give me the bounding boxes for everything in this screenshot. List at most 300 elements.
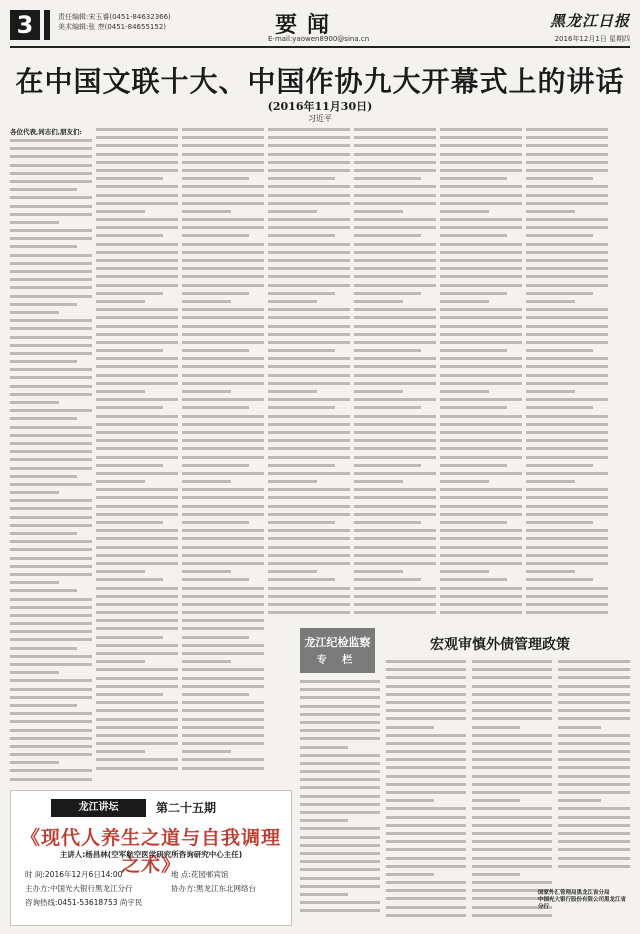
text-line (558, 824, 630, 827)
text-line (440, 546, 522, 549)
text-line (10, 164, 92, 167)
text-line (10, 581, 59, 584)
text-line (268, 292, 335, 295)
text-line (268, 267, 350, 270)
text-line (96, 726, 178, 729)
text-line (354, 398, 436, 401)
text-line (268, 365, 350, 368)
text-line (96, 562, 178, 565)
text-line (472, 775, 552, 778)
text-line (10, 450, 92, 453)
text-line (96, 136, 178, 139)
text-line (558, 832, 630, 835)
text-line (558, 701, 630, 704)
text-line (10, 778, 92, 781)
text-line (472, 685, 552, 688)
text-line (526, 136, 608, 139)
text-line (440, 423, 522, 426)
text-line (354, 406, 421, 409)
text-line (10, 262, 92, 265)
text-line (300, 852, 380, 855)
text-line (10, 761, 59, 764)
text-line (300, 877, 380, 880)
headline: 在中国文联十大、中国作协九大开幕式上的讲话 (15, 65, 625, 98)
text-line (182, 308, 264, 311)
text-line (526, 423, 608, 426)
text-line (10, 434, 92, 437)
text-line (440, 406, 507, 409)
text-line (440, 218, 522, 221)
text-line (354, 554, 436, 557)
text-line (472, 693, 552, 696)
text-line (10, 147, 92, 150)
text-line (268, 341, 350, 344)
text-line (354, 210, 403, 213)
text-line (268, 300, 317, 303)
text-line (10, 540, 92, 543)
text-line (526, 611, 608, 614)
text-line (182, 570, 231, 573)
text-line (472, 816, 552, 819)
text-line (300, 885, 380, 888)
text-line (182, 726, 264, 729)
text-line (10, 360, 77, 363)
text-line (526, 365, 608, 368)
text-line (526, 316, 608, 319)
text-line (96, 423, 178, 426)
text-line (300, 795, 380, 798)
text-line (354, 194, 436, 197)
text-line (386, 799, 434, 802)
text-line (10, 769, 92, 772)
text-line (354, 537, 436, 540)
text-line (386, 889, 466, 892)
text-line (300, 786, 380, 789)
text-line (268, 226, 350, 229)
text-line (440, 456, 522, 459)
text-line (268, 374, 350, 377)
text-line (472, 914, 552, 917)
text-line (182, 513, 264, 516)
section-email: E-mail:yaowen8900@sina.cn (268, 35, 370, 43)
text-line (96, 685, 178, 688)
text-line (354, 275, 436, 278)
text-line (354, 447, 436, 450)
text-line (526, 169, 608, 172)
text-line (10, 344, 92, 347)
text-line (354, 488, 436, 491)
text-line (182, 210, 231, 213)
text-line (10, 311, 59, 314)
text-line (354, 243, 436, 246)
text-line (472, 873, 520, 876)
text-line (558, 840, 630, 843)
text-line (472, 709, 552, 712)
text-line (354, 284, 436, 287)
text-line (182, 161, 264, 164)
text-line (182, 177, 249, 180)
text-line (526, 472, 608, 475)
text-line (354, 136, 436, 139)
text-line (526, 505, 608, 508)
text-line (96, 349, 163, 352)
text-line (182, 341, 264, 344)
text-column (440, 128, 522, 619)
text-line (182, 562, 264, 565)
text-line (182, 488, 264, 491)
text-line (386, 897, 466, 900)
text-column (354, 128, 436, 619)
page-header (10, 8, 630, 48)
text-line (268, 234, 335, 237)
art-editor-line: 美术编辑:张 焘(0451-84655152) (58, 23, 167, 31)
text-line (96, 374, 178, 377)
text-line (440, 284, 522, 287)
text-line (440, 161, 522, 164)
text-line (268, 398, 350, 401)
text-line (268, 259, 350, 262)
text-line (526, 325, 608, 328)
text-line (96, 226, 178, 229)
text-line (10, 352, 92, 355)
text-line (300, 868, 380, 871)
text-line (182, 668, 264, 671)
text-line (96, 153, 178, 156)
text-line (440, 496, 522, 499)
text-line (440, 300, 489, 303)
text-line (182, 480, 231, 483)
text-line (182, 619, 264, 622)
text-line (182, 267, 264, 270)
text-line (386, 857, 466, 860)
text-line (472, 742, 552, 745)
text-line (440, 472, 522, 475)
text-line (386, 685, 466, 688)
text-line (472, 791, 552, 794)
text-line (526, 595, 608, 598)
text-line (96, 758, 178, 761)
text-line (10, 638, 92, 641)
text-line (300, 754, 380, 757)
lecture-title: 《现代人养生之道与自我调理之术》 (20, 827, 281, 876)
text-line (96, 210, 145, 213)
text-line (526, 496, 608, 499)
text-line (96, 636, 163, 639)
text-line (526, 251, 608, 254)
text-line (182, 431, 264, 434)
text-line (96, 357, 178, 360)
text-line (10, 647, 77, 650)
text-line (96, 627, 178, 630)
text-line (268, 521, 335, 524)
text-line (526, 349, 593, 352)
text-line (354, 226, 436, 229)
text-line (96, 693, 163, 696)
text-line (10, 376, 92, 379)
text-line (526, 341, 608, 344)
text-line (10, 409, 92, 412)
text-line (182, 300, 231, 303)
text-line (558, 693, 630, 696)
text-line (526, 374, 608, 377)
text-line (440, 374, 522, 377)
text-line (440, 144, 522, 147)
text-line (10, 458, 92, 461)
text-line (96, 456, 178, 459)
text-line (440, 513, 522, 516)
text-line (354, 185, 436, 188)
text-line (268, 554, 350, 557)
text-line (354, 349, 421, 352)
text-line (96, 333, 178, 336)
text-line (182, 243, 264, 246)
text-line (558, 857, 630, 860)
text-line (354, 521, 421, 524)
text-line (10, 696, 92, 699)
text-line (96, 570, 145, 573)
text-line (182, 529, 264, 532)
footer-credits (538, 890, 630, 911)
text-line (268, 472, 350, 475)
text-line (10, 483, 92, 486)
text-line (268, 161, 350, 164)
text-line (182, 496, 264, 499)
text-line (440, 316, 522, 319)
text-line (354, 316, 436, 319)
text-line (182, 349, 249, 352)
text-line (526, 382, 608, 385)
text-line (440, 210, 489, 213)
column-label: 龙江纪检监察 (304, 636, 371, 649)
text-line (440, 226, 522, 229)
dateline: 2016年12月1日 星期四 (554, 35, 630, 43)
text-line (96, 660, 145, 663)
text-line (10, 688, 92, 691)
text-line (526, 275, 608, 278)
text-line (526, 226, 608, 229)
text-line (268, 169, 350, 172)
text-line (182, 390, 231, 393)
text-line (386, 807, 466, 810)
text-line (182, 284, 264, 287)
text-line (268, 210, 317, 213)
text-line (558, 750, 630, 753)
text-line (354, 390, 403, 393)
text-line (268, 243, 350, 246)
lecture-number: 第二十五期 (156, 801, 217, 815)
text-line (268, 325, 350, 328)
text-line (354, 218, 436, 221)
text-line (526, 333, 608, 336)
text-line (96, 709, 178, 712)
text-line (558, 775, 630, 778)
text-line (182, 546, 264, 549)
text-line (440, 177, 507, 180)
author: 习近平 (308, 114, 332, 123)
text-line (10, 254, 92, 257)
text-line (182, 439, 264, 442)
text-line (96, 488, 178, 491)
text-line (96, 243, 178, 246)
text-line (558, 717, 630, 720)
text-line (182, 734, 264, 737)
text-line (268, 144, 350, 147)
text-line (440, 382, 522, 385)
text-line (526, 431, 608, 434)
text-line (182, 677, 264, 680)
text-line (10, 622, 92, 625)
text-line (10, 745, 92, 748)
text-line (182, 627, 264, 630)
text-line (268, 513, 350, 516)
text-line (386, 816, 466, 819)
text-line (96, 406, 163, 409)
text-line (182, 537, 264, 540)
text-line (558, 766, 630, 769)
text-line (472, 766, 552, 769)
text-line (96, 750, 145, 753)
text-line (558, 758, 630, 761)
text-line (526, 292, 593, 295)
text-line (526, 194, 608, 197)
text-line (440, 562, 522, 565)
text-line (268, 480, 317, 483)
text-line (96, 325, 178, 328)
text-line (526, 177, 593, 180)
text-line (10, 630, 92, 633)
text-line (300, 893, 348, 896)
text-line (354, 153, 436, 156)
text-line (386, 701, 466, 704)
footer-line: 国家外汇管理局黑龙江省分局 (538, 890, 610, 896)
text-line (440, 308, 522, 311)
text-line (268, 153, 350, 156)
text-line (96, 194, 178, 197)
text-line (268, 308, 350, 311)
text-line (268, 406, 335, 409)
text-line (182, 374, 264, 377)
text-line (300, 721, 380, 724)
text-column (182, 128, 264, 775)
text-line (268, 128, 350, 131)
text-line (96, 677, 178, 680)
page-number: 3 (10, 10, 40, 40)
text-line (386, 668, 466, 671)
text-line (440, 488, 522, 491)
article-lead: 各位代表,同志们,朋友们: (10, 128, 82, 136)
text-line (386, 766, 466, 769)
text-line (268, 464, 335, 467)
text-line (354, 603, 436, 606)
text-line (354, 513, 436, 516)
text-line (96, 267, 178, 270)
text-line (354, 423, 436, 426)
text-column (10, 128, 92, 786)
text-line (440, 153, 522, 156)
text-line (386, 775, 466, 778)
text-line (472, 832, 552, 835)
text-line (268, 251, 350, 254)
text-line (182, 415, 264, 418)
text-line (440, 480, 489, 483)
text-line (386, 881, 466, 884)
text-line (440, 341, 522, 344)
text-line (354, 439, 436, 442)
text-line (96, 185, 178, 188)
text-line (440, 234, 507, 237)
text-line (558, 799, 601, 802)
text-line (182, 578, 249, 581)
text-line (354, 341, 436, 344)
text-line (386, 709, 466, 712)
text-line (96, 718, 178, 721)
text-line (526, 488, 608, 491)
text-line (182, 709, 264, 712)
text-line (526, 603, 608, 606)
text-line (10, 663, 92, 666)
text-line (300, 762, 380, 765)
text-line (386, 660, 466, 663)
text-line (300, 836, 380, 839)
text-line (10, 557, 92, 560)
text-line (472, 807, 552, 810)
text-line (268, 537, 350, 540)
text-line (96, 218, 178, 221)
text-line (440, 439, 522, 442)
text-line (558, 742, 630, 745)
text-line (10, 598, 92, 601)
text-line (354, 325, 436, 328)
lecture-place: 地 点:花园邨宾馆 (171, 870, 229, 879)
text-line (182, 259, 264, 262)
text-line (96, 128, 178, 131)
text-line (268, 194, 350, 197)
text-line (526, 128, 608, 131)
text-line (268, 505, 350, 508)
text-line (182, 644, 264, 647)
text-line (354, 202, 436, 205)
text-line (182, 333, 264, 336)
text-line (182, 169, 264, 172)
text-line (96, 603, 178, 606)
lecture-ad (10, 790, 292, 926)
text-line (96, 496, 178, 499)
text-line (440, 415, 522, 418)
text-line (354, 292, 421, 295)
text-line (96, 472, 178, 475)
text-line (182, 718, 264, 721)
text-line (386, 734, 466, 737)
text-line (182, 128, 264, 131)
text-line (440, 529, 522, 532)
text-line (10, 229, 92, 232)
text-line (182, 406, 249, 409)
text-line (10, 589, 77, 592)
text-line (440, 357, 522, 360)
text-line (526, 456, 608, 459)
text-line (96, 316, 178, 319)
text-line (182, 234, 249, 237)
text-line (96, 668, 178, 671)
text-line (182, 685, 264, 688)
text-line (96, 300, 145, 303)
text-line (10, 401, 59, 404)
text-line (440, 587, 522, 590)
text-line (268, 431, 350, 434)
text-line (96, 390, 145, 393)
text-line (526, 284, 608, 287)
text-line (472, 660, 552, 663)
